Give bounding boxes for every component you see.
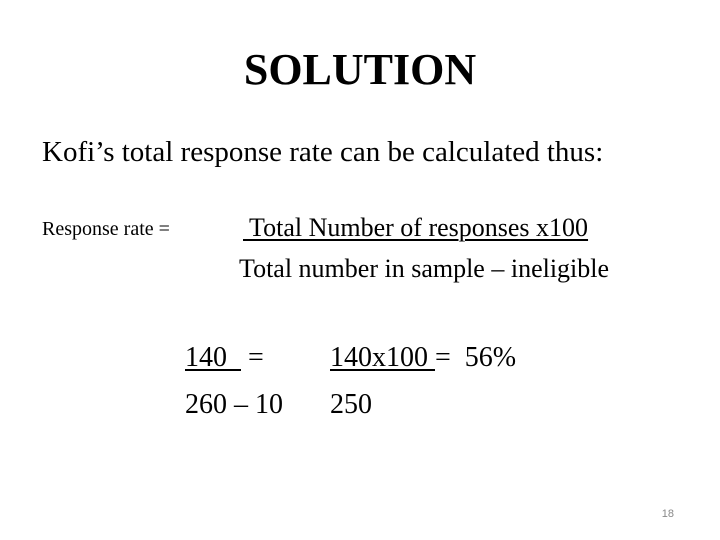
response-rate-label: Response rate = [42, 218, 170, 240]
calc1-numerator [185, 344, 264, 372]
calc1-denominator: 260 – 10 [185, 389, 283, 420]
calc2-result: = 56% [435, 342, 517, 373]
page-number: 18 [661, 508, 674, 520]
intro-text: Kofi’s total response rate can be calculated thus: [42, 136, 604, 168]
calc2-numerator [330, 344, 516, 372]
calc2-denominator: 250 [330, 389, 372, 420]
calc1-numerator-value: 140 [185, 342, 241, 373]
formula-numerator: Total Number of responses x100 [243, 213, 589, 242]
formula-denominator: Total number in sample – ineligible [239, 254, 610, 283]
calc1-equals: = [241, 342, 264, 373]
calc2-numerator-value: 140x100 [330, 342, 435, 373]
slide-title: SOLUTION [243, 45, 477, 94]
